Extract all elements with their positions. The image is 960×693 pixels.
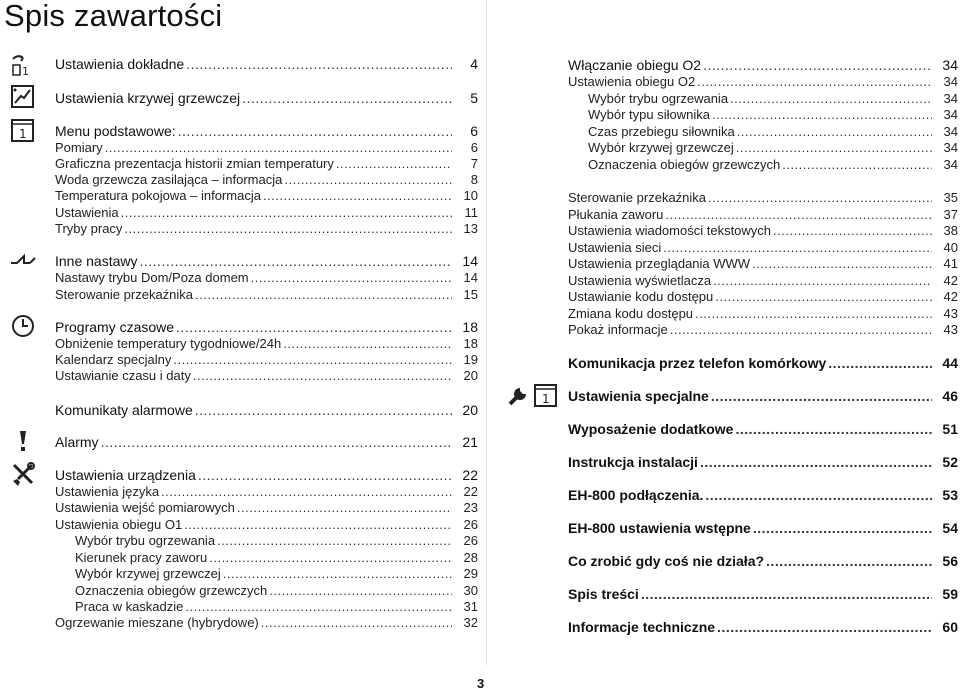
toc-entry-page: 34 [943,107,958,122]
dot-leader [251,270,452,286]
page-number: 3 [477,676,485,691]
dot-leader [242,90,452,106]
toc-entry [55,467,478,483]
dot-leader [753,520,932,536]
dot-leader [641,586,932,602]
svg-text:1: 1 [19,127,27,141]
toc-entry-label: Ustawianie czasu i daty [55,368,191,383]
toc-entry-label: Nastawy trybu Dom/Poza domem [55,270,249,285]
toc-entry [75,550,478,566]
toc-entry-label: Obniżenie temperatury tygodniowe/24h [55,336,282,351]
toc-entry-label: Komunikacja przez telefon komórkowy [568,355,827,371]
toc-entry-label: Kalendarz specjalny [55,352,172,367]
dot-leader [713,273,932,289]
toc-entry-page: 6 [470,123,478,139]
column-divider [486,0,487,665]
toc-entry-page: 44 [942,355,958,371]
toc-entry-page: 60 [942,619,958,635]
dot-leader [263,188,452,204]
dot-leader [730,91,932,107]
dot-leader [735,421,932,437]
toc-entry [55,336,478,352]
toc-entry-label: EH-800 ustawienia wstępne [568,520,751,536]
dot-leader [121,205,452,221]
toc-entry-page: 38 [943,223,958,238]
toc-entry-label: Ustawienia specjalne [568,388,709,404]
toc-entry-label: Komunikaty alarmowe [55,402,193,418]
page-title: Spis zawartości [4,0,223,33]
toc-entry-page: 15 [463,287,478,302]
toc-entry [568,487,958,503]
toc-entry [55,140,478,156]
toc-entry [55,270,478,286]
toc-entry [55,352,478,368]
dot-leader [717,619,932,635]
toc-entry-label: Praca w kaskadzie [75,599,184,614]
dot-leader [284,172,452,188]
toc-entry-page: 43 [943,306,958,321]
dot-leader [703,57,932,73]
toc-entry-page: 4 [470,56,478,72]
toc-entry-label: Wybór trybu ogrzewania [75,533,216,548]
toc-entry [568,223,958,239]
toc-entry-page: 34 [942,57,958,73]
dot-leader [101,434,452,450]
dot-leader [670,322,932,338]
toc-entry-label: Oznaczenia obiegów grzewczych [588,157,781,172]
toc-entry [588,107,958,123]
toc-entry [568,289,958,305]
toc-entry-page: 46 [942,388,958,404]
dot-leader [663,240,932,256]
dot-leader [736,140,932,156]
toc-entry-label: Ustawienia [55,205,119,220]
toc-entry-label: Wybór trybu ogrzewania [588,91,729,106]
dot-leader [828,355,932,371]
toc-entry-page: 43 [943,322,958,337]
toc-entry-page: 22 [462,467,478,483]
toc-entry [55,402,478,418]
toc-entry-page: 26 [463,517,478,532]
toc-entry [55,205,478,221]
dot-leader [700,454,932,470]
toc-entry [55,319,478,335]
toc-entry [568,190,958,206]
toc-entry [55,90,478,106]
toc-entry-page: 42 [943,289,958,304]
toc-entry [55,188,478,204]
toc-entry-page: 34 [943,74,958,89]
toc-entry [568,207,958,223]
toc-entry-label: Ustawienia wyświetlacza [568,273,712,288]
svg-text:1: 1 [22,65,29,78]
toc-entry-page: 6 [470,140,478,155]
toc-entry-page: 19 [463,352,478,367]
toc-entry-page: 54 [942,520,958,536]
toc-entry [588,124,958,140]
dot-leader [695,306,932,322]
toc-entry-page: 8 [470,172,478,187]
toc-entry-label: Inne nastawy [55,253,138,269]
toc-entry-label: Czas przebiegu siłownika [588,124,735,139]
toc-entry-page: 34 [943,124,958,139]
toc-entry-label: Spis treści [568,586,639,602]
dot-leader [195,402,452,418]
toc-entry [568,256,958,272]
special-menu-icon [533,382,559,408]
toc-entry-label: Temperatura pokojowa – informacja [55,188,261,203]
toc-entry [55,172,478,188]
dot-leader [269,583,452,599]
dot-leader [185,599,452,615]
dot-leader [140,253,453,269]
alarm-icon [10,428,36,454]
toc-entry [588,157,958,173]
toc-entry [588,91,958,107]
toc-entry-page: 52 [942,454,958,470]
toc-entry [55,517,478,533]
dot-leader [198,467,452,483]
toc-entry [568,273,958,289]
toc-entry [55,500,478,516]
toc-entry [55,56,478,72]
dot-leader [752,256,932,272]
fine-adjust-icon [10,52,36,78]
dot-leader [336,156,452,172]
dot-leader [209,550,452,566]
toc-entry-label: Ustawienia dokładne [55,56,185,72]
dot-leader [237,500,452,516]
toc-entry-page: 30 [463,583,478,598]
dot-leader [193,368,452,384]
dot-leader [105,140,452,156]
dot-leader [715,289,932,305]
toc-entry-page: 34 [943,91,958,106]
toc-entry-page: 10 [463,188,478,203]
toc-entry-label: Zmiana kodu dostępu [568,306,694,321]
toc-entry-label: Ustawienia sieci [568,240,662,255]
toc-entry-label: Ogrzewanie mieszane (hybrydowe) [55,615,259,630]
toc-entry-label: Wybór krzywej grzewczej [588,140,734,155]
dot-leader [176,319,452,335]
toc-entry-label: Menu podstawowe: [55,123,176,139]
toc-entry-label: Programy czasowe [55,319,175,335]
dot-leader [782,157,932,173]
tools-icon [10,461,36,487]
dot-leader [697,74,932,90]
toc-entry-label: Alarmy [55,434,99,450]
toc-entry-label: Ustawienia wiadomości tekstowych [568,223,772,238]
toc-entry-page: 20 [462,402,478,418]
toc-entry-label: Co zrobić gdy coś nie działa? [568,553,765,569]
dot-leader [161,484,452,500]
dot-leader [195,287,452,303]
toc-entry [568,240,958,256]
dot-leader [186,56,452,72]
toc-entry-page: 56 [942,553,958,569]
toc-entry [568,586,958,602]
dot-leader [737,124,932,140]
toc-entry-page: 20 [463,368,478,383]
toc-entry-label: Ustawienia obiegu O1 [55,517,183,532]
toc-entry-page: 7 [470,156,478,171]
toc-entry-label: Kierunek pracy zaworu [75,550,208,565]
toc-entry-page: 51 [942,421,958,437]
wrench-icon [506,382,532,408]
clock-icon [10,313,36,339]
dot-leader [711,388,932,404]
toc-entry-page: 34 [943,157,958,172]
toc-entry-page: 53 [942,487,958,503]
toc-entry [55,368,478,384]
toc-entry-label: Instrukcja instalacji [568,454,698,470]
toc-entry-label: Ustawienia urządzenia [55,467,196,483]
toc-entry [568,619,958,635]
toc-entry [55,221,478,237]
dot-leader [173,352,452,368]
dot-leader [708,190,932,206]
dot-leader [283,336,452,352]
toc-entry [568,520,958,536]
dot-leader [766,553,932,569]
toc-entry-page: 14 [462,253,478,269]
toc-entry-page: 18 [462,319,478,335]
svg-text:1: 1 [542,392,550,406]
toc-entry-label: Woda grzewcza zasilająca – informacja [55,172,283,187]
toc-entry-page: 11 [464,205,478,220]
dot-leader [773,223,932,239]
dot-leader [223,566,452,582]
toc-entry-label: Tryby pracy [55,221,123,236]
toc-entry-page: 22 [463,484,478,499]
toc-entry-page: 5 [470,90,478,106]
dot-leader [665,207,932,223]
toc-entry [75,599,478,615]
toc-entry [55,287,478,303]
toc-entry-label: Ustawienia języka [55,484,160,499]
toc-entry-page: 14 [463,270,478,285]
toc-entry [568,421,958,437]
dot-leader [261,615,452,631]
toc-entry-label: Ustawienia wejść pomiarowych [55,500,235,515]
toc-entry-label: Sterowanie przekaźnika [568,190,707,205]
toc-entry-label: Graficzna prezentacja historii zmian temperatury [55,156,334,171]
toc-entry-page: 18 [463,336,478,351]
toc-entry-page: 13 [463,221,478,236]
dot-leader [705,487,932,503]
toc-entry [55,615,478,631]
toc-entry [568,306,958,322]
heating-curve-icon [10,84,36,110]
dot-leader [712,107,932,123]
main-menu-icon [10,117,36,143]
toc-entry-page: 37 [943,207,958,222]
toc-entry-label: Wybór krzywej grzewczej [75,566,221,581]
toc-entry-page: 35 [943,190,958,205]
toc-entry [568,322,958,338]
toc-entry [55,253,478,269]
toc-entry-page: 41 [943,256,958,271]
toc-entry-page: 31 [463,599,478,614]
toc-entry [75,566,478,582]
toc-entry [588,140,958,156]
toc-entry-label: Pomiary [55,140,103,155]
toc-entry-label: Ustawienia krzywej grzewczej [55,90,241,106]
toc-entry [75,533,478,549]
toc-entry [568,388,958,404]
toc-entry [568,57,958,73]
toc-entry-label: Ustawienia przeglądania WWW [568,256,751,271]
toc-entry [55,484,478,500]
toc-entry [568,355,958,371]
dot-leader [178,123,452,139]
other-settings-icon [10,247,36,273]
toc-entry-label: Sterowanie przekaźnika [55,287,194,302]
toc-entry-page: 29 [463,566,478,581]
toc-entry-label: Wyposażenie dodatkowe [568,421,734,437]
toc-entry [75,583,478,599]
toc-entry-page: 21 [462,434,478,450]
toc-entry-label: Ustawienia obiegu O2 [568,74,696,89]
toc-entry-page: 28 [463,550,478,565]
toc-entry-label: Ustawianie kodu dostępu [568,289,714,304]
toc-entry [55,156,478,172]
toc-entry-page: 40 [943,240,958,255]
toc-entry-label: Pokaż informacje [568,322,668,337]
toc-entry [568,74,958,90]
toc-entry-page: 23 [463,500,478,515]
toc-entry [55,434,478,450]
dot-leader [217,533,452,549]
toc-entry-page: 59 [942,586,958,602]
toc-entry [55,123,478,139]
toc-entry [568,454,958,470]
dot-leader [124,221,452,237]
toc-entry-label: EH-800 podłączenia. [568,487,704,503]
toc-entry-label: Wybór typu siłownika [588,107,710,122]
toc-entry-page: 32 [463,615,478,630]
toc-entry-page: 34 [943,140,958,155]
toc-entry-label: Oznaczenia obiegów grzewczych [75,583,268,598]
toc-entry-page: 26 [463,533,478,548]
dot-leader [184,517,452,533]
toc-entry [568,553,958,569]
toc-entry-label: Włączanie obiegu O2 [568,57,702,73]
toc-entry-page: 42 [943,273,958,288]
toc-entry-label: Płukania zaworu [568,207,664,222]
toc-entry-label: Informacje techniczne [568,619,716,635]
